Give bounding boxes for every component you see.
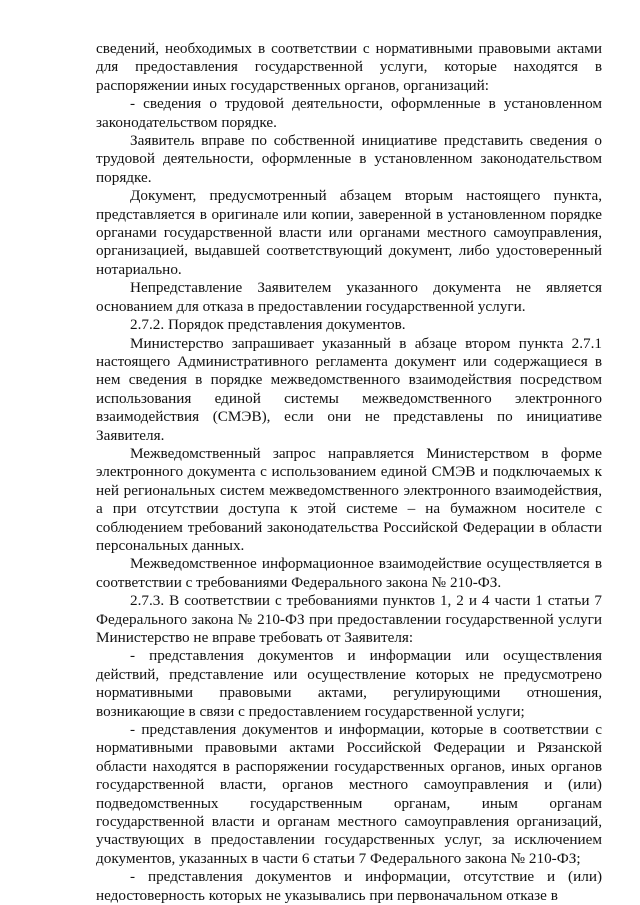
list-item: - представления документов и информации или осуществления действий, представление или осуществление которых не предусмотрено нормативными правовыми актами, регулирующими отношения, возникающие в связи с предоставлением государственной услуги; (96, 647, 602, 720)
paragraph: 2.7.3. В соответствии с требованиями пунктов 1, 2 и 4 части 1 статьи 7 Федерального закона № 210-ФЗ при предоставлении государственной услуги Министерство не вправе требовать от Заявителя: (96, 592, 602, 646)
paragraph: Документ, предусмотренный абзацем вторым настоящего пункта, представляется в оригинале или копии, заверенной в установленном порядке органами государственной власти или органами местного самоуправления, организацией, выдавшей соответствующий документ, либо удостоверенный нотариально. (96, 187, 602, 278)
paragraph: Заявитель вправе по собственной инициативе представить сведения о трудовой деятельности, оформленные в установленном законодательством порядке. (96, 132, 602, 186)
paragraph: сведений, необходимых в соответствии с нормативными правовыми актами для предоставления государственной услуги, которые находятся в распоряжении иных государственных органов, организаций: (96, 40, 602, 94)
paragraph: Межведомственное информационное взаимодействие осуществляется в соответствии с требованиями Федерального закона № 210-ФЗ. (96, 555, 602, 591)
paragraph: Непредставление Заявителем указанного документа не является основанием для отказа в предоставлении государственной услуги. (96, 279, 602, 315)
paragraph: - сведения о трудовой деятельности, оформленные в установленном законодательством порядке. (96, 95, 602, 131)
paragraph: Министерство запрашивает указанный в абзаце втором пункта 2.7.1 настоящего Административного регламента документ или содержащиеся в нем сведения в порядке межведомственного взаимодействия посредством использования единой системы межведомственного электронного взаимодействия (СМЭВ), если они не представлены по инициативе Заявителя. (96, 334, 602, 444)
list-item: - представления документов и информации, которые в соответствии с нормативными правовыми актами Российской Федерации и Рязанской области находятся в распоряжении государственных органов, иных органов государственной власти, органов местного самоуправления и (или) подведомственных государственным органам, иным органам государственной власти и органам местного самоуправления организаций, участвующих в предоставлении государственных услуг, за исключением документов, указанных в части 6 статьи 7 Федерального закона № 210-ФЗ; (96, 721, 602, 867)
list-item: - представления документов и информации, отсутствие и (или) недостоверность которых не указывались при первоначальном отказе в (96, 868, 602, 904)
section-heading: 2.7.2. Порядок представления документов. (130, 316, 406, 334)
paragraph: Межведомственный запрос направляется Министерством в форме электронного документа с использованием единой СМЭВ и подключаемых к ней региональных систем межведомственного электронного взаимодействия, а при отсутствии доступа к этой системе – на бумажном носителе с соблюдением требований законодательства Российской Федерации в области персональных данных. (96, 444, 602, 554)
document-page (96, 40, 602, 905)
